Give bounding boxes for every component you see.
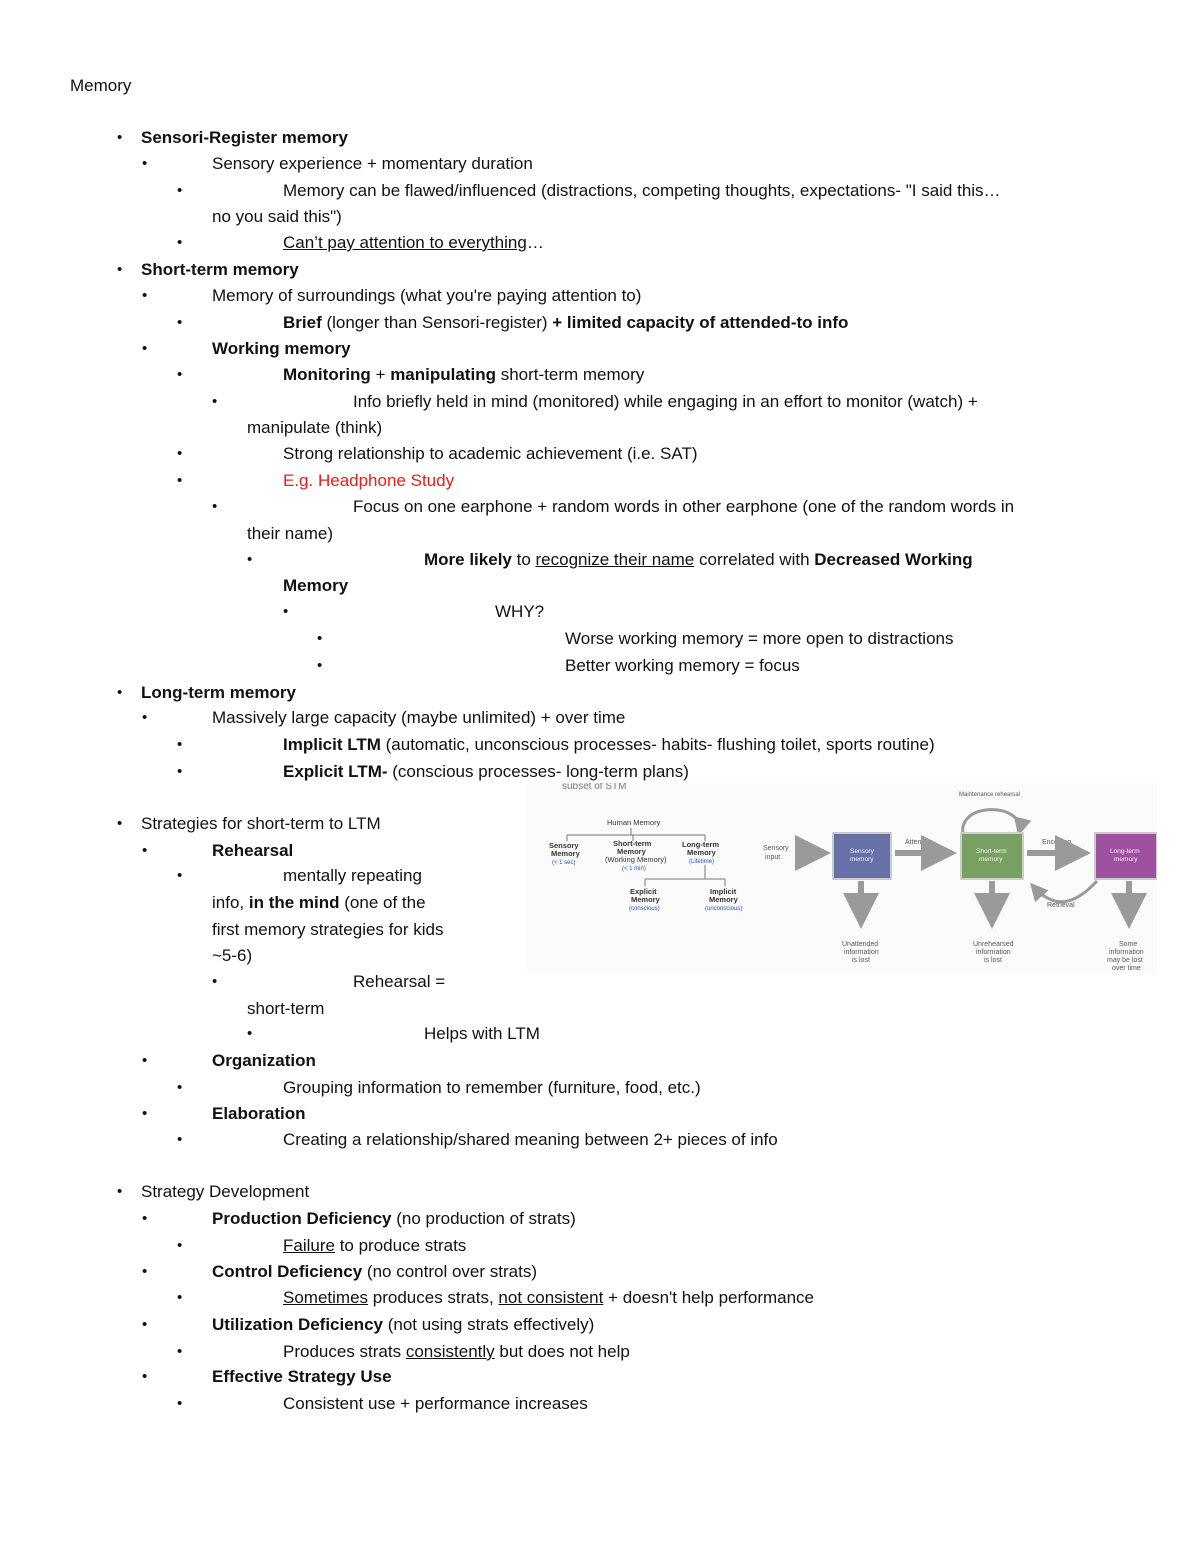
- bullet: •: [283, 603, 289, 620]
- out2-label-3: is lost: [984, 957, 1002, 964]
- monitoring-line: [283, 365, 644, 385]
- long-box-label-1: Long-term: [1110, 848, 1140, 855]
- working-memory-heading: Working memory: [212, 339, 351, 358]
- bullet: •: [142, 1105, 148, 1122]
- likely-line-a: [424, 550, 973, 570]
- attention-label: Attention: [905, 839, 933, 846]
- out1-label-3: is lost: [852, 957, 870, 964]
- implicit-node-1: Implicit: [710, 887, 737, 896]
- bullet: •: [117, 129, 123, 146]
- brief-bold: Brief: [283, 313, 322, 332]
- implicit-line: [283, 735, 935, 755]
- bullet: •: [177, 1395, 183, 1412]
- explicit-node-1: Explicit: [630, 887, 657, 896]
- bullet: •: [142, 1210, 148, 1227]
- out3-label-1: Some: [1119, 941, 1138, 948]
- production-bold: Production Deficiency: [212, 1209, 392, 1228]
- control-sub: [283, 1288, 814, 1308]
- bullet: •: [317, 657, 323, 674]
- control-end: + doesn't help performance: [603, 1288, 815, 1307]
- bullet: •: [142, 842, 148, 859]
- short-term-heading: Short-term memory: [141, 260, 299, 279]
- bullet: •: [212, 498, 218, 515]
- bullet: •: [212, 393, 218, 410]
- explicit-node-3: (conscious): [629, 906, 660, 912]
- utilization-sub: [283, 1342, 630, 1362]
- lt-node-1: Long-term: [682, 840, 720, 849]
- sensori-line-3: [283, 233, 544, 253]
- production-sub-rest: to produce strats: [334, 1236, 467, 1255]
- implicit-node-3: (unconscious): [705, 906, 743, 912]
- rehearsal-heading: Rehearsal: [212, 841, 294, 860]
- bullet: •: [212, 973, 218, 990]
- short-box-label-1: Short-term: [976, 848, 1007, 855]
- better-line: Better working memory = focus: [565, 656, 800, 675]
- tree-root-label: Human Memory: [607, 818, 661, 827]
- not-consistent-underlined: not consistent: [498, 1288, 604, 1307]
- out1-label-1: Unattended: [842, 941, 879, 948]
- sensory-box-label-1: Sensory: [850, 848, 874, 855]
- sensori-line-2a: Memory can be flawed/influenced (distractions, competing thoughts, expectations- "I said this…: [283, 181, 1001, 200]
- utilization-rest: (not using strats effectively): [382, 1315, 595, 1334]
- rehearsal-line-2b: short-term: [247, 999, 325, 1018]
- why-line: WHY?: [495, 602, 545, 621]
- worse-line: Worse working memory = more open to distractions: [565, 629, 954, 648]
- st-node-4: (< 1 min): [622, 866, 646, 872]
- page-title: Memory: [70, 76, 132, 95]
- bullet: •: [117, 261, 123, 278]
- sensory-input-label-2: input: [765, 854, 781, 861]
- long-box-label-2: memory: [1114, 856, 1138, 863]
- bullet: •: [177, 1343, 183, 1360]
- bullet: •: [142, 1316, 148, 1333]
- focus-line-b: their name): [247, 524, 333, 543]
- rehearsal-line-1c: first memory strategies for kids: [212, 920, 444, 939]
- r1b-post: (one of the: [339, 893, 426, 912]
- strong-relationship-line: Strong relationship to academic achievement (i.e. SAT): [283, 444, 698, 463]
- bullet: •: [177, 736, 183, 753]
- explicit-node-2: Memory: [631, 895, 660, 904]
- out3-label-3: may be lost: [1107, 957, 1143, 964]
- bullet: •: [142, 155, 148, 172]
- diagram-caption: subset of STM: [562, 783, 627, 792]
- bullet: •: [117, 684, 123, 701]
- sensory-box-label-2: memory: [850, 856, 874, 863]
- likely-bold: More likely: [424, 550, 512, 569]
- production-line: [212, 1209, 576, 1229]
- likely-bold-2: Decreased Working: [814, 550, 973, 569]
- implicit-rest: (automatic, unconscious processes- habits- flushing toilet, sports routine): [380, 735, 935, 754]
- encoding-label: Encoding: [1042, 839, 1072, 846]
- consistently-underlined: consistently: [405, 1342, 495, 1361]
- organization-heading: Organization: [212, 1051, 316, 1070]
- info-line-a: Info briefly held in mind (monitored) while engaging in an effort to monitor (watch) +: [353, 392, 978, 411]
- sometimes-underlined: Sometimes: [283, 1288, 369, 1307]
- st-node-1: Short-term: [613, 839, 652, 848]
- sensory-node-3: (< 1 sec): [552, 860, 576, 866]
- sensori-line-2b: no you said this"): [212, 207, 342, 226]
- sensory-node-1: Sensory: [549, 841, 579, 850]
- control-line: [212, 1262, 537, 1282]
- implicit-bold: Implicit LTM: [283, 735, 381, 754]
- bullet: •: [117, 815, 123, 832]
- likely-mid: correlated with: [694, 550, 815, 569]
- elaboration-line: Creating a relationship/shared meaning between 2+ pieces of info: [283, 1130, 778, 1149]
- maintenance-label: Maintenance rehearsal: [959, 792, 1021, 798]
- sensori-line-1: Sensory experience + momentary duration: [212, 154, 533, 173]
- lt-node-2: Memory: [687, 848, 716, 857]
- out3-label-2: information: [1109, 949, 1144, 956]
- likely-underlined: recognize their name: [535, 550, 695, 569]
- short-line-1: Memory of surroundings (what you're paying attention to): [212, 286, 642, 305]
- out2-label-2: information: [976, 949, 1011, 956]
- st-node-2: Memory: [617, 847, 646, 856]
- implicit-node-2: Memory: [709, 895, 738, 904]
- bullet: •: [177, 1289, 183, 1306]
- info-line-b: manipulate (think): [247, 418, 383, 437]
- lt-node-3: (Lifetime): [689, 859, 715, 865]
- bullet: •: [317, 630, 323, 647]
- r1b-pre: info,: [212, 893, 249, 912]
- likely-to: to: [511, 550, 536, 569]
- out2-label-1: Unrehearsed: [973, 941, 1014, 948]
- ellipsis: …: [526, 233, 544, 252]
- retrieval-label: Retrieval: [1047, 902, 1075, 909]
- failure-underlined: Failure: [283, 1236, 335, 1255]
- explicit-bold: Explicit LTM-: [283, 762, 388, 781]
- monitoring-rest: short-term memory: [495, 365, 645, 384]
- monitoring-plus: +: [370, 365, 391, 384]
- bullet: •: [247, 551, 253, 568]
- util-post: but does not help: [494, 1342, 630, 1361]
- rehearsal-line-1a: mentally repeating: [283, 866, 422, 885]
- memory-model-diagram: [527, 783, 1157, 973]
- out3-label-4: over time: [1112, 965, 1141, 972]
- control-rest: (no control over strats): [362, 1262, 537, 1281]
- util-pre: Produces strats: [283, 1342, 406, 1361]
- bullet: •: [117, 1183, 123, 1200]
- rehearsal-line-2a: Rehearsal =: [353, 972, 446, 991]
- focus-line-a: Focus on one earphone + random words in other earphone (one of the random words in: [353, 497, 1015, 516]
- bullet: •: [177, 867, 183, 884]
- bullet: •: [142, 1263, 148, 1280]
- likely-line-b: Memory: [283, 576, 349, 595]
- bullet: •: [177, 763, 183, 780]
- production-rest: (no production of strats): [391, 1209, 576, 1228]
- production-sub: [283, 1236, 466, 1256]
- bullet: •: [142, 709, 148, 726]
- bullet: •: [177, 234, 183, 251]
- monitoring-bold: Monitoring: [283, 365, 371, 384]
- rehearsal-line-1d: ~5-6): [212, 946, 253, 965]
- sensori-heading: Sensori-Register memory: [141, 128, 348, 147]
- organization-line: Grouping information to remember (furniture, food, etc.): [283, 1078, 701, 1097]
- long-term-heading: Long-term memory: [141, 683, 296, 702]
- long-line-1: Massively large capacity (maybe unlimited) + over time: [212, 708, 626, 727]
- r1b-bold: in the mind: [248, 893, 340, 912]
- bullet: •: [142, 287, 148, 304]
- bullet: •: [177, 366, 183, 383]
- bullet: •: [177, 472, 183, 489]
- rehearsal-line-3: Helps with LTM: [424, 1024, 540, 1043]
- rehearsal-line-1b: [212, 893, 426, 913]
- st-node-3: (Working Memory): [605, 855, 667, 864]
- bullet: •: [177, 182, 183, 199]
- bullet: •: [177, 314, 183, 331]
- strategies-heading: Strategies for short-term to LTM: [141, 814, 381, 833]
- utilization-line: [212, 1315, 594, 1335]
- development-heading: Strategy Development: [141, 1182, 310, 1201]
- control-bold: Control Deficiency: [212, 1262, 363, 1281]
- effective-sub: Consistent use + performance increases: [283, 1394, 588, 1413]
- headphone-study-line: E.g. Headphone Study: [283, 471, 455, 490]
- brief-line: [283, 313, 848, 333]
- brief-bold-2: + limited capacity of attended-to info: [552, 313, 849, 332]
- bullet: •: [177, 1237, 183, 1254]
- bullet: •: [177, 445, 183, 462]
- control-mid: produces strats,: [368, 1288, 499, 1307]
- short-box-label-2: memory: [979, 856, 1003, 863]
- explicit-rest: (conscious processes- long-term plans): [387, 762, 689, 781]
- manipulating-bold: manipulating: [390, 365, 496, 384]
- brief-mid: (longer than Sensori-register): [321, 313, 553, 332]
- out1-label-2: information: [844, 949, 879, 956]
- memory-diagram-svg: [527, 783, 1157, 973]
- explicit-line: [283, 762, 689, 782]
- sensory-node-2: Memory: [551, 849, 580, 858]
- bullet: •: [177, 1079, 183, 1096]
- bullet: •: [247, 1025, 253, 1042]
- utilization-bold: Utilization Deficiency: [212, 1315, 383, 1334]
- attention-underlined: Can’t pay attention to everything: [283, 233, 527, 252]
- bullet: •: [142, 340, 148, 357]
- elaboration-heading: Elaboration: [212, 1104, 306, 1123]
- sensory-input-label-1: Sensory: [763, 845, 789, 852]
- bullet: •: [142, 1052, 148, 1069]
- effective-heading: Effective Strategy Use: [212, 1367, 392, 1386]
- bullet: •: [177, 1131, 183, 1148]
- bullet: •: [142, 1368, 148, 1385]
